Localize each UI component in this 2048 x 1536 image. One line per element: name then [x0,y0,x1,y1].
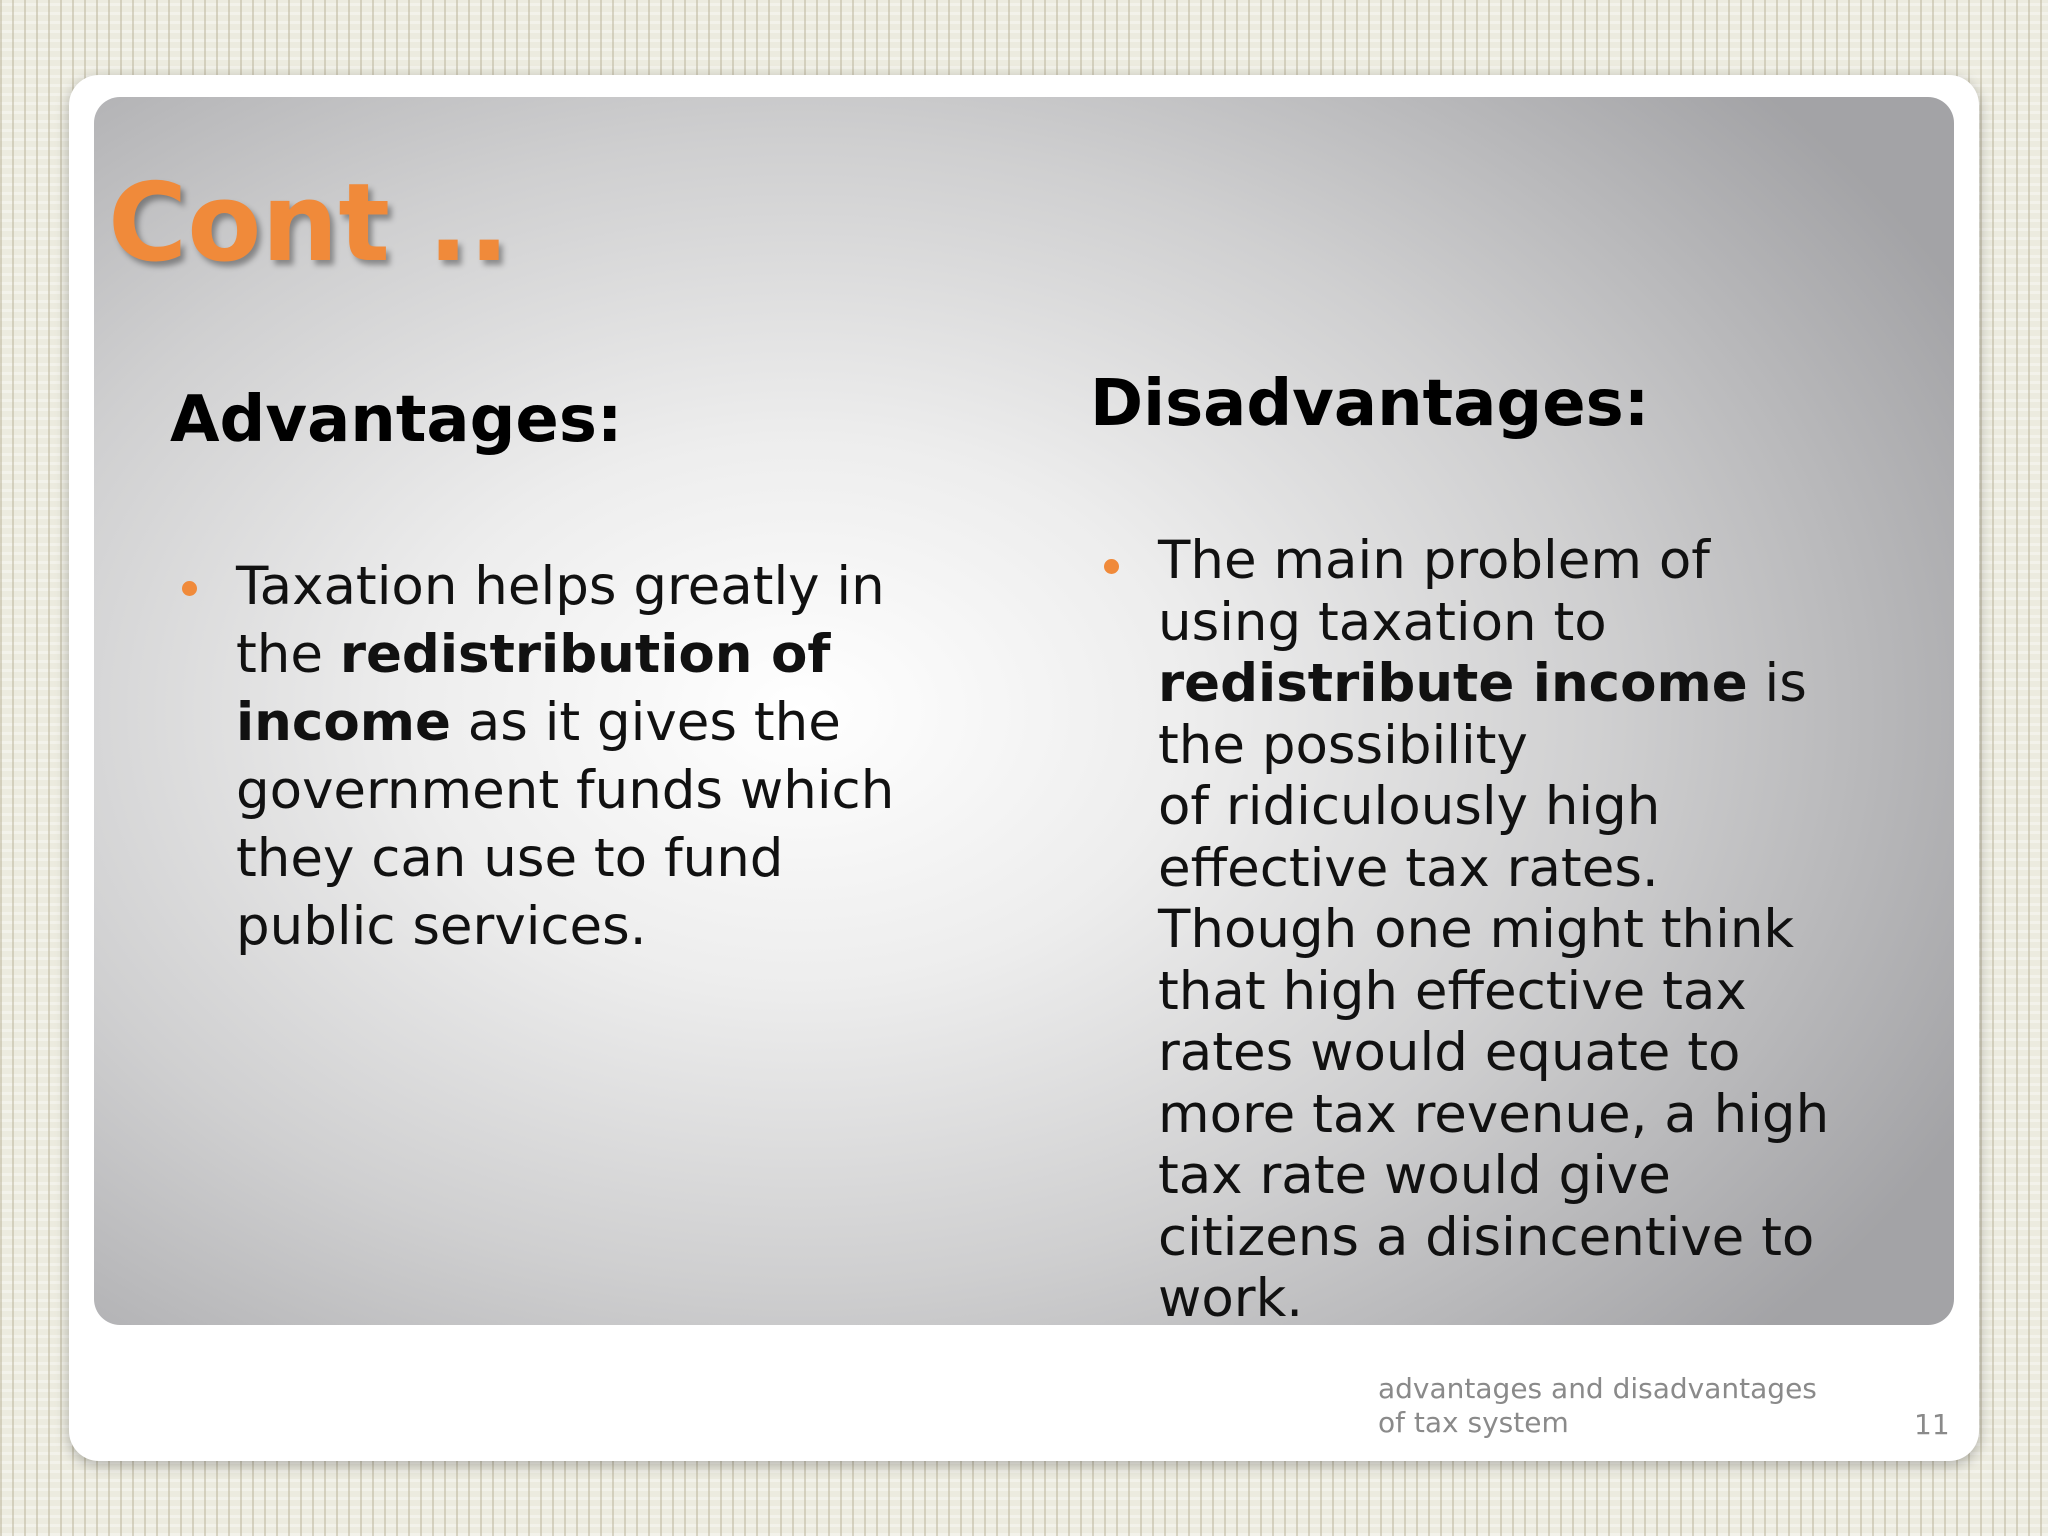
advantages-heading: Advantages: [170,383,623,457]
bullet-text: tax rate would give [1158,1145,1671,1206]
disadvantages-bullet [1158,530,1918,1330]
bullet-text: The main problem of [1158,530,1710,591]
bullet-line [1158,592,1918,654]
bullet-text: government funds which [236,760,895,821]
bullet-text: the [236,624,340,685]
bullet-line [1158,653,1918,715]
bullet-text: work. [1158,1268,1304,1329]
bullet-text: the possibility [1158,714,1528,776]
bullet-text: public services. [236,896,647,957]
bullet-line [236,689,976,757]
bullet-line [1158,961,1918,1023]
bullet-text: as it gives the [450,692,841,753]
bullet-text: they can use to fund [236,828,784,889]
bullet-line [1158,1084,1918,1146]
bullet-bold-text: redistribute income [1158,653,1748,714]
bullet-line [1158,838,1918,900]
footer-line: of tax system [1378,1406,1569,1439]
bullet-line [1158,530,1918,592]
bullet-dot-icon [1104,559,1119,574]
bullet-text: more tax revenue, a high [1158,1083,1830,1145]
bullet-line [236,825,976,893]
bullet-bold-text: income [236,692,451,753]
footer-label [1378,1372,1817,1440]
bullet-text: is [1747,653,1807,714]
bullet-line [236,893,976,961]
bullet-bold-text: redistribution of [339,624,831,685]
advantages-bullet [236,553,976,961]
bullet-line [1158,1268,1918,1330]
bullet-text: effective tax rates. [1158,837,1659,899]
bullet-line [236,553,976,621]
bullet-text: using taxation to [1158,591,1607,653]
footer-line: advantages and disadvantages [1378,1372,1817,1405]
bullet-text: that high effective tax [1158,960,1747,1022]
bullet-line [1158,715,1918,777]
bullet-dot-icon [182,581,197,596]
page-number: 11 [1914,1408,1950,1441]
bullet-text: rates would equate to [1158,1022,1741,1083]
bullet-text: of ridiculously high [1158,776,1661,837]
bullet-text: Though one might think [1158,899,1795,960]
bullet-text: citizens a disincentive to [1158,1206,1815,1268]
bullet-line [236,757,976,825]
bullet-line [1158,776,1918,838]
bullet-line [1158,1145,1918,1207]
disadvantages-heading: Disadvantages: [1090,367,1650,441]
bullet-line [236,621,976,689]
bullet-line [1158,1022,1918,1084]
bullet-line [1158,1207,1918,1269]
slide-title: Cont .. [108,161,510,286]
bullet-text: Taxation helps greatly in [236,556,885,617]
bullet-line [1158,899,1918,961]
